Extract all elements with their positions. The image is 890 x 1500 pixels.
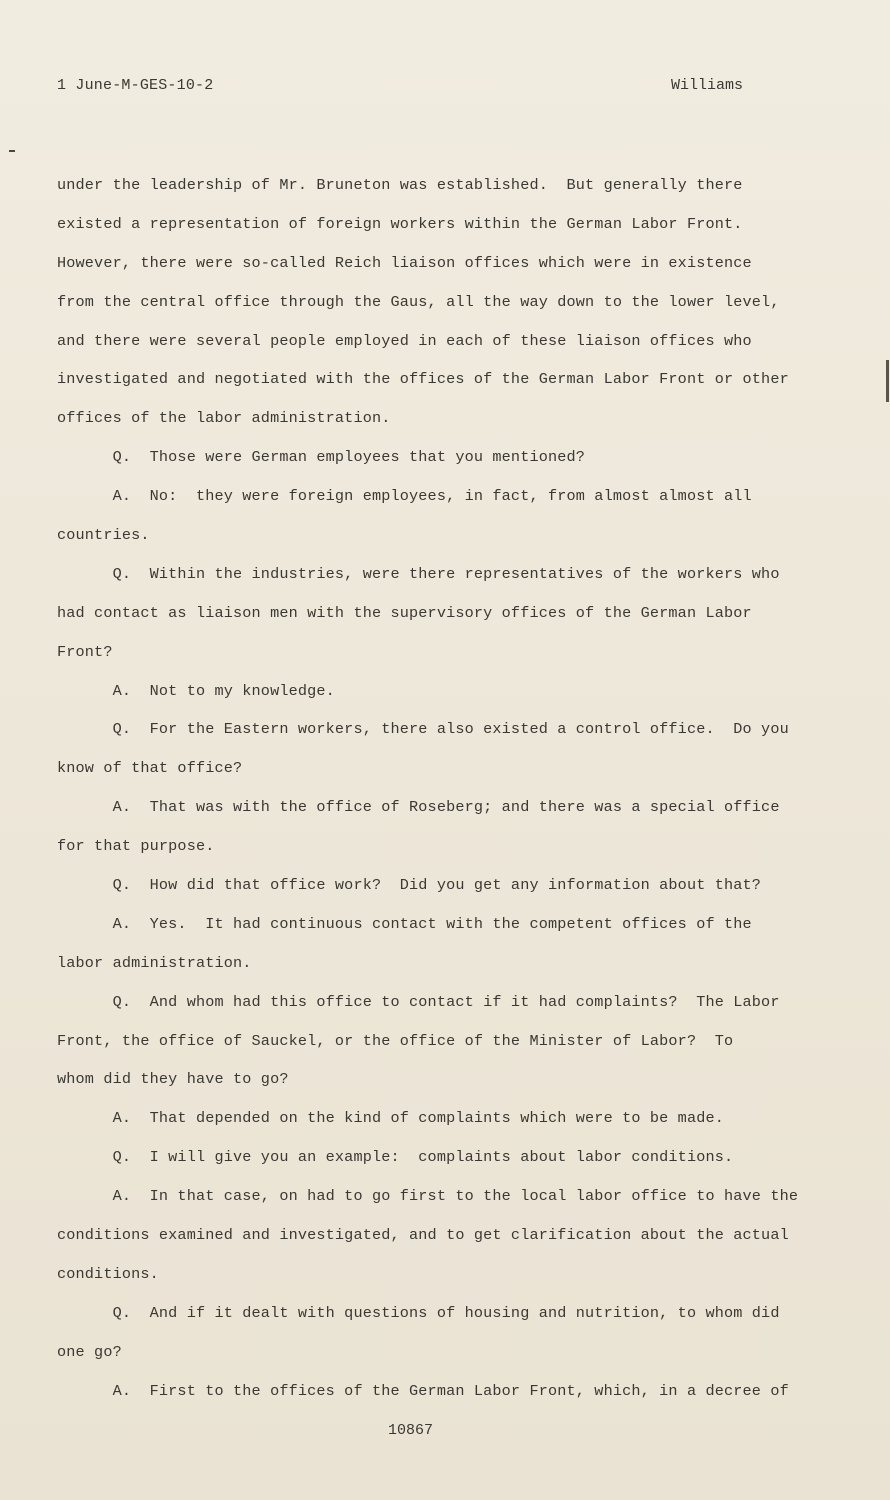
transcript-line: existed a representation of foreign workers within the German Labor Front.	[57, 214, 743, 233]
speaker-name: Williams	[671, 77, 744, 94]
transcript-line: investigated and negotiated with the offices of the German Labor Front or other	[57, 370, 789, 389]
transcript-line: Front?	[57, 642, 113, 661]
transcript-line: A. Yes. It had continuous contact with the competent offices of the	[57, 914, 752, 933]
transcript-line: Q. How did that office work? Did you get any information about that?	[57, 876, 762, 895]
transcript-body	[57, 172, 827, 1417]
transcript-line: offices of the labor administration.	[57, 409, 391, 428]
transcript-line: Q. Those were German employees that you mentioned?	[57, 448, 586, 467]
transcript-line: Front, the office of Sauckel, or the office of the Minister of Labor? To	[57, 1031, 734, 1050]
transcript-line: conditions.	[57, 1264, 159, 1283]
margin-mark	[886, 360, 889, 402]
transcript-line: under the leadership of Mr. Bruneton was established. But generally there	[57, 176, 743, 194]
transcript-line: A. In that case, on had to go first to the local labor office to have the	[57, 1187, 799, 1206]
transcript-line: Q. And if it dealt with questions of housing and nutrition, to whom did	[57, 1303, 780, 1322]
transcript-line: A. No: they were foreign employees, in fact, from almost almost all	[57, 487, 752, 506]
transcript-line: for that purpose.	[57, 837, 215, 856]
page-number: 10867	[388, 1422, 434, 1439]
transcript-line: A. Not to my knowledge.	[57, 681, 335, 700]
transcript-line: Q. Within the industries, were there representatives of the workers who	[57, 564, 780, 583]
transcript-line: know of that office?	[57, 759, 243, 778]
document-reference: 1 June-M-GES-10-2	[57, 77, 214, 94]
transcript-line: and there were several people employed in each of these liaison offices who	[57, 331, 752, 350]
transcript-line: had contact as liaison men with the supervisory offices of the German Labor	[57, 603, 752, 622]
transcript-line: one go?	[57, 1342, 122, 1361]
transcript-line: A. That depended on the kind of complaints which were to be made.	[57, 1109, 725, 1128]
transcript-line: conditions examined and investigated, and to get clarification about the actual	[57, 1226, 789, 1245]
transcript-line: countries.	[57, 526, 150, 545]
transcript-line: However, there were so-called Reich liaison offices which were in existence	[57, 253, 752, 272]
transcript-line: whom did they have to go?	[57, 1070, 289, 1089]
transcript-line: Q. For the Eastern workers, there also existed a control office. Do you	[57, 720, 789, 739]
margin-mark	[9, 150, 15, 152]
transcript-line: from the central office through the Gaus, all the way down to the lower level,	[57, 292, 780, 311]
transcript-line: labor administration.	[57, 953, 252, 972]
transcript-line: Q. And whom had this office to contact if it had complaints? The Labor	[57, 992, 780, 1011]
transcript-line: Q. I will give you an example: complaints about labor conditions.	[57, 1148, 734, 1167]
transcript-line: A. That was with the office of Roseberg; and there was a special office	[57, 798, 780, 817]
transcript-line: A. First to the offices of the German Labor Front, which, in a decree of	[57, 1381, 789, 1400]
